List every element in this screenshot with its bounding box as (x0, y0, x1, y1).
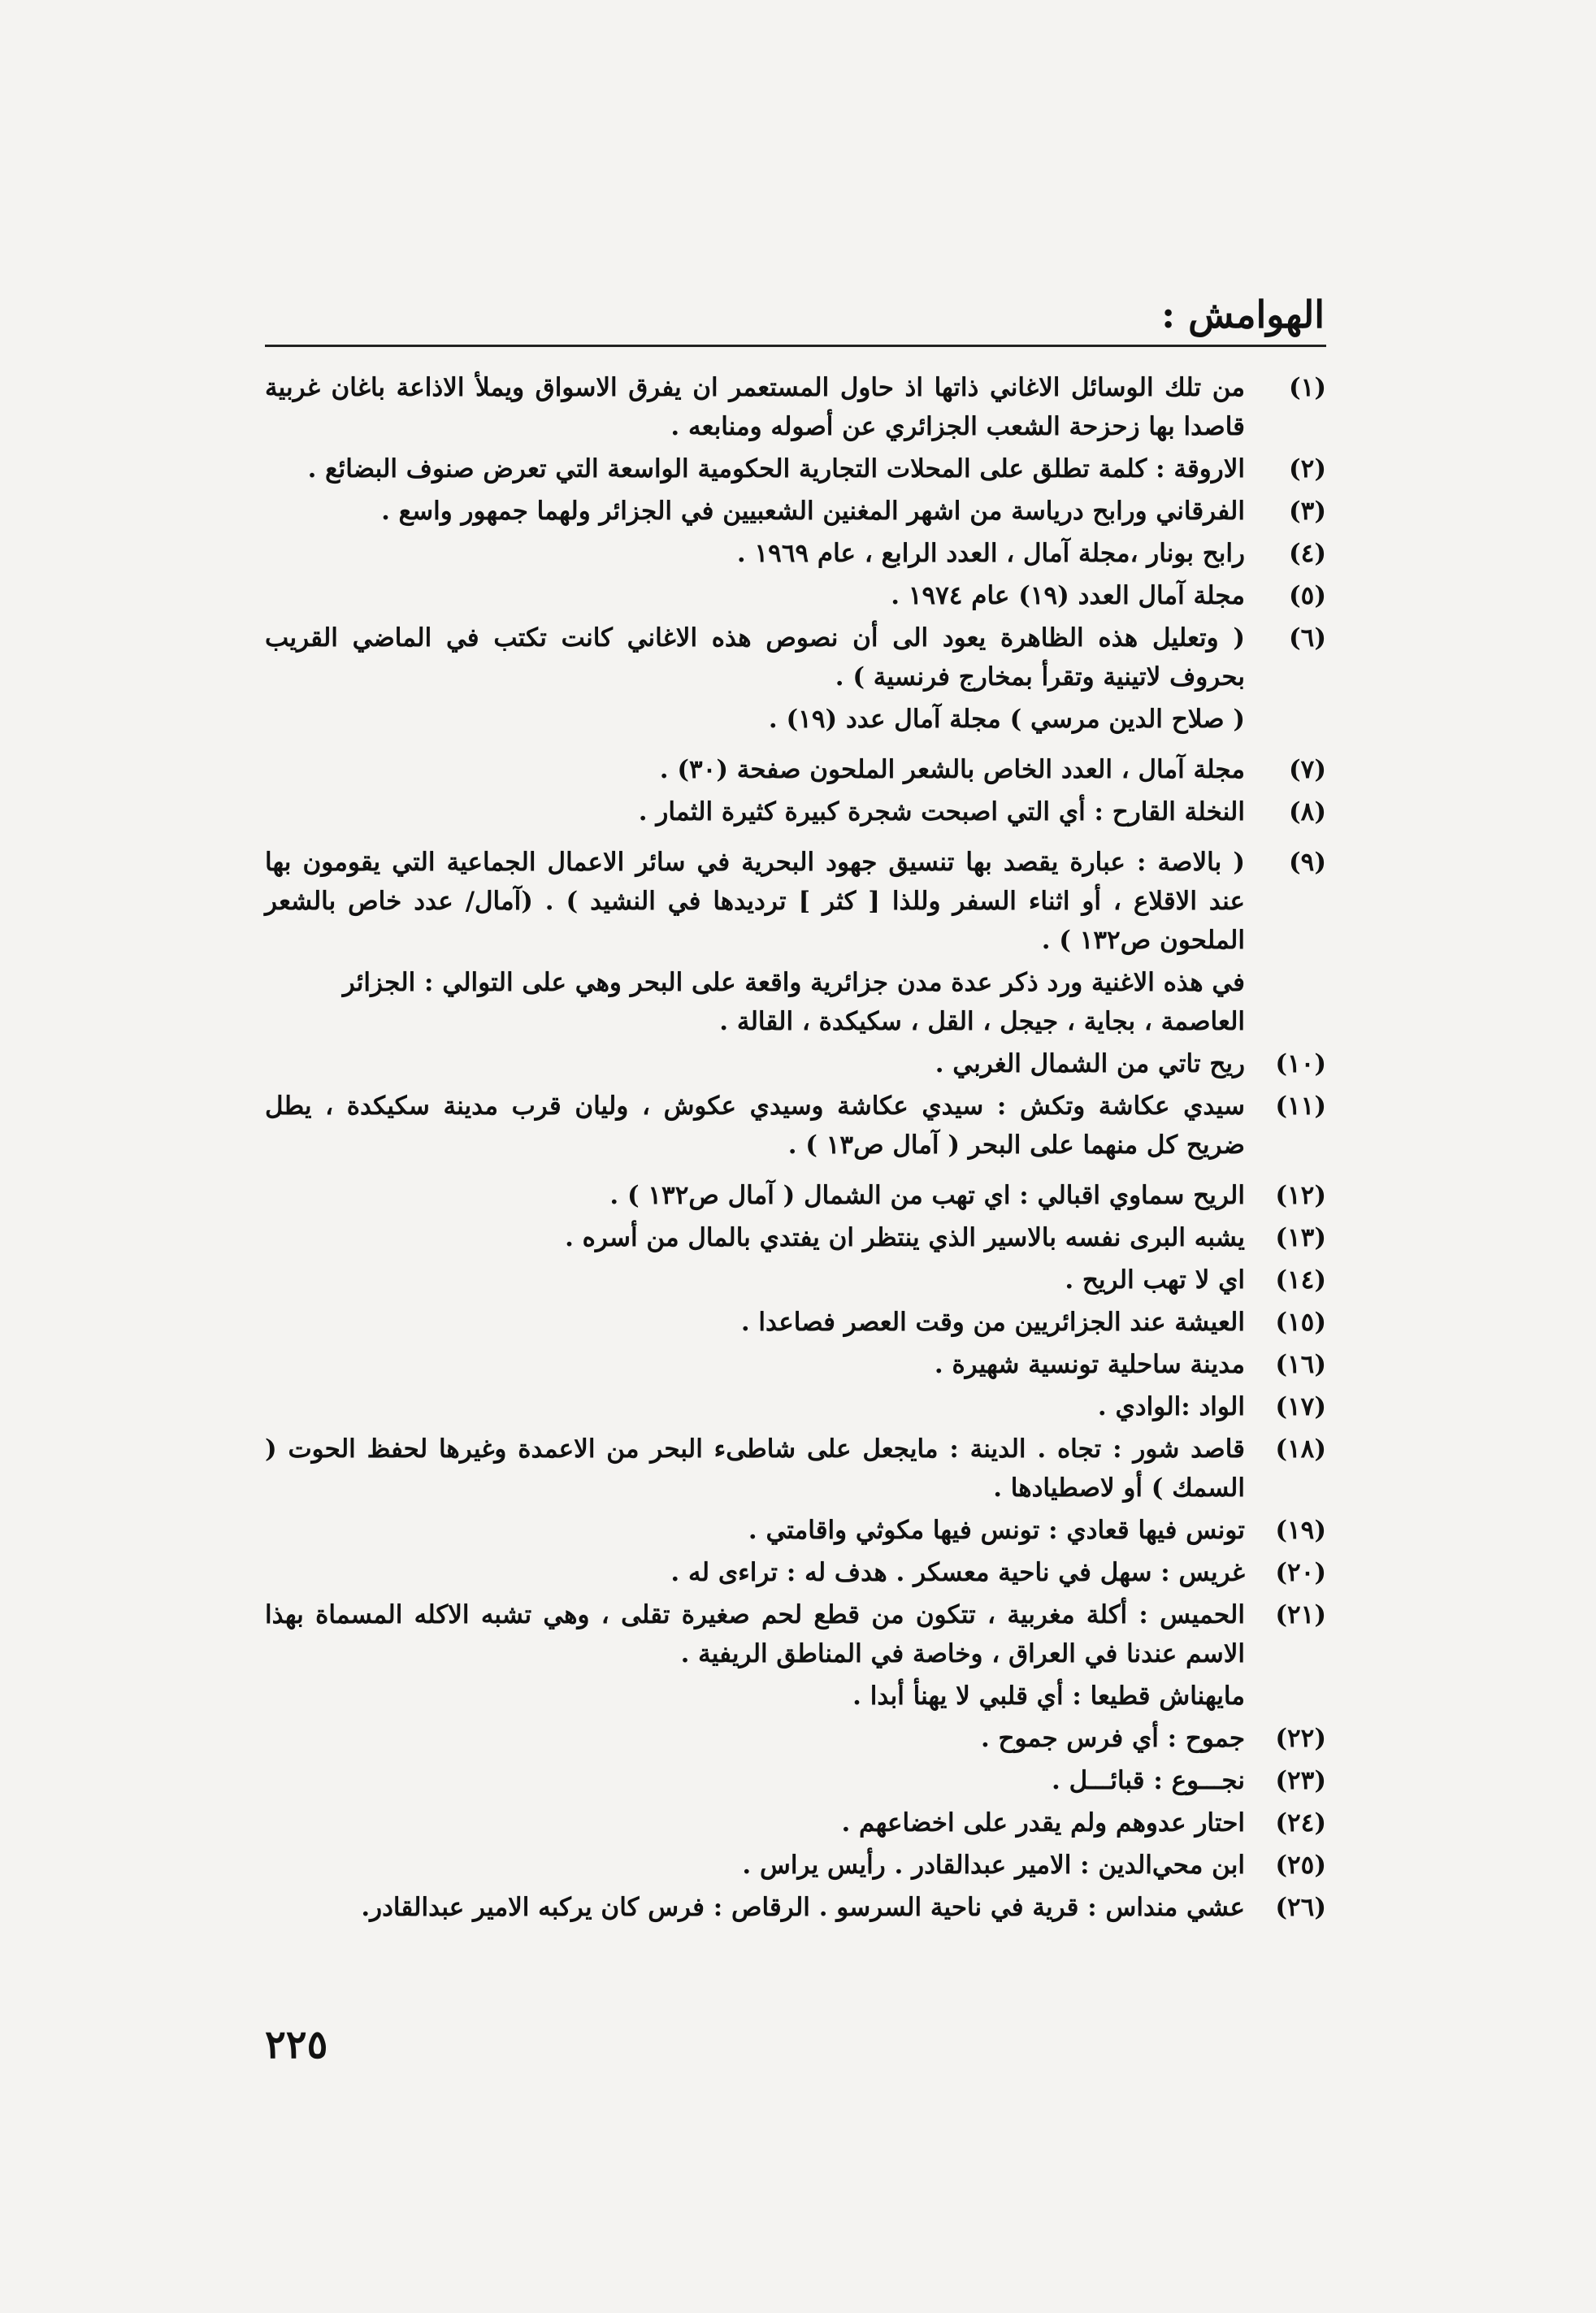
footnote-number: (٦) (1289, 623, 1326, 653)
footnote-22 (265, 1719, 1326, 1758)
footnote-text: ( بالاصة : عبارة يقصد بها تنسيق جهود البحرية في سائر الاعمال الجماعية التي يقومون بها عند الاقلاع ، أو اثناء السفر وللذا [ كثر ] ترديدها في النشيد ) . (آمال/ عدد خاص بالشعر الملحون ص١٣٢ ) . (265, 848, 1245, 955)
footnote-5 (265, 576, 1326, 615)
footnote-text: تونس فيها قعادي : تونس فيها مكوثي واقامتي . (748, 1516, 1245, 1545)
footnote-text: نجـــوع : قبائـــل . (1052, 1766, 1245, 1795)
footnote-23 (265, 1761, 1326, 1800)
footnote-text: ( وتعليل هذه الظاهرة يعود الى أن نصوص هذه الاغاني كانت تكتب في الماضي القريب بحروف لاتينية وتقرأ بمخارج فرنسية ) . (265, 623, 1245, 692)
footnote-text: العيشة عند الجزائريين من وقت العصر فصاعدا . (740, 1308, 1245, 1337)
footnote-number: (٢٤) (1275, 1808, 1326, 1838)
footnotes-section (265, 293, 1326, 1930)
footnote-26 (265, 1888, 1326, 1927)
footnote-number: (٢٥) (1275, 1851, 1326, 1880)
footnote-text: من تلك الوسائل الاغاني ذاتها اذ حاول المستعمر ان يفرق الاسواق ويملأ الاذاعة باغان غربية قاصدا بها زحزحة الشعب الجزائري عن أصوله ومنابعه . (265, 373, 1245, 441)
footnote-13 (265, 1218, 1326, 1257)
footnote-text: النخلة القارح : أي التي اصبحت شجرة كبيرة كثيرة الثمار . (638, 797, 1245, 827)
footnote-9 (265, 843, 1326, 960)
footnote-text: جموح : أي فرس جموح . (980, 1724, 1245, 1753)
footnote-7 (265, 750, 1326, 789)
footnote-number: (١٤) (1275, 1265, 1326, 1295)
footnote-24 (265, 1803, 1326, 1842)
footnote-20 (265, 1553, 1326, 1592)
footnote-8 (265, 792, 1326, 831)
footnote-number: (٣) (1289, 497, 1326, 526)
footnote-6-source: ( صلاح الدين مرسي ) مجلة آمال عدد (١٩) . (768, 705, 1245, 734)
footnote-text: سيدي عكاشة وتكش : سيدي عكاشة وسيدي عكوش ، وليان قرب مدينة سكيكدة ، يطل ضريح كل منهما على البحر ( آمال ص١٣ ) . (265, 1091, 1245, 1160)
footnote-text: رابح بونار ،مجلة آمال ، العدد الرابع ، عام ١٩٦٩ . (736, 539, 1245, 568)
footnote-text: الحميس : أكلة مغربية ، تتكون من قطع لحم صغيرة تقلى ، وهي تشبه الاكله المسماة بهذا الاسم عندنا في العراق ، وخاصة في المناطق الريفية . (265, 1600, 1245, 1669)
footnote-10 (265, 1044, 1326, 1083)
footnote-number: (١١) (1275, 1091, 1326, 1121)
footnote-number: (٢) (1289, 454, 1326, 484)
footnote-25 (265, 1846, 1326, 1885)
footnote-number: (١٧) (1275, 1392, 1326, 1421)
footnote-number: (٢٢) (1275, 1724, 1326, 1753)
footnote-number: (٥) (1289, 581, 1326, 610)
footnote-text: قاصد شور : تجاه . الدينة : مايجعل على شاطىء البحر من الاعمدة وغيرها لحفظ الحوت ( السمك ) أو لاصطيادها . (265, 1434, 1245, 1503)
footnote-1 (265, 368, 1326, 446)
footnote-text: ابن محي‌الدين : الامير عبدالقادر . رأيس يراس . (742, 1851, 1245, 1880)
footnote-number: (٢٣) (1275, 1766, 1326, 1795)
footnote-6 (265, 618, 1326, 697)
footnote-4 (265, 534, 1326, 573)
footnote-number: (١٣) (1275, 1223, 1326, 1252)
footnote-17 (265, 1387, 1326, 1426)
footnote-number: (٤) (1289, 539, 1326, 568)
page-heading: الهوامش : (1161, 293, 1325, 336)
footnote-number: (١٩) (1275, 1516, 1326, 1545)
footnote-number: (٧) (1289, 755, 1326, 784)
page-number: ٢٢٥ (265, 2022, 328, 2068)
footnote-number: (٢٠) (1275, 1558, 1326, 1587)
footnote-text: ريح تاتي من الشمال الغربي . (935, 1049, 1245, 1078)
footnote-number: (١٢) (1275, 1181, 1326, 1210)
footnote-number: (١٨) (1275, 1434, 1326, 1464)
footnote-number: (٩) (1289, 848, 1326, 877)
footnote-number: (٨) (1289, 797, 1326, 827)
footnote-text: غريس : سهل في ناحية معسكر . هدف له : تراءى له . (670, 1558, 1245, 1587)
footnote-9-continuation: في هذه الاغنية ورد ذكر عدة مدن جزائرية واقعة على البحر وهي على التوالي : الجزائر العاصمة ، بجاية ، جيجل ، القل ، سكيكدة ، القالة . (342, 968, 1245, 1036)
footnote-text: الاروقة : كلمة تطلق على المحلات التجارية الحكومية الواسعة التي تعرض صنوف البضائع . (307, 454, 1245, 484)
footnote-12 (265, 1176, 1326, 1215)
footnote-text: الريح سماوي اقبالي : اي تهب من الشمال ( آمال ص١٣٢ ) . (609, 1181, 1245, 1210)
footnote-number: (١٦) (1275, 1350, 1326, 1379)
footnote-14 (265, 1261, 1326, 1300)
footnote-number: (١٠) (1275, 1049, 1326, 1078)
footnote-2 (265, 449, 1326, 488)
footnote-3 (265, 492, 1326, 531)
spacer (265, 1168, 1326, 1176)
footnote-text: يشبه البرى نفسه بالاسير الذي ينتظر ان يفتدي بالمال من أسره . (565, 1223, 1245, 1252)
footnote-11 (265, 1087, 1326, 1165)
spacer (265, 742, 1326, 750)
footnote-text: الواد :الوادي . (1097, 1392, 1245, 1421)
footnote-text: الفرقاني ورابح درياسة من اشهر المغنين الشعبيين في الجزائر ولهما جمهور واسع . (381, 497, 1245, 526)
footnote-number: (١٥) (1275, 1308, 1326, 1337)
spacer (265, 835, 1326, 843)
footnote-text: مجلة آمال العدد (١٩) عام ١٩٧٤ . (891, 581, 1245, 610)
footnote-text: مجلة آمال ، العدد الخاص بالشعر الملحون صفحة (٣٠) . (659, 755, 1245, 784)
footnote-21-continuation: مايهناش قطيعا : أي قلبي لا يهنأ أبدا . (852, 1682, 1245, 1711)
footnote-text: عشي منداس : قرية في ناحية السرسو . الرقاص : فرس كان يركبه الامير عبدالقادر. (361, 1893, 1245, 1922)
footnote-number: (١) (1289, 373, 1326, 402)
footnote-text: مدينة ساحلية تونسية شهيرة . (934, 1350, 1245, 1379)
footnote-number: (٢٦) (1275, 1893, 1326, 1922)
footnote-text: اي لا تهب الريح . (1065, 1265, 1245, 1295)
footnote-16 (265, 1345, 1326, 1384)
heading-rule (265, 345, 1326, 347)
footnote-21 (265, 1595, 1326, 1673)
footnote-number: (٢١) (1275, 1600, 1326, 1630)
footnote-15 (265, 1303, 1326, 1342)
footnote-19 (265, 1511, 1326, 1550)
footnote-18 (265, 1430, 1326, 1508)
footnote-text: احتار عدوهم ولم يقدر على اخضاعهم . (841, 1808, 1245, 1838)
